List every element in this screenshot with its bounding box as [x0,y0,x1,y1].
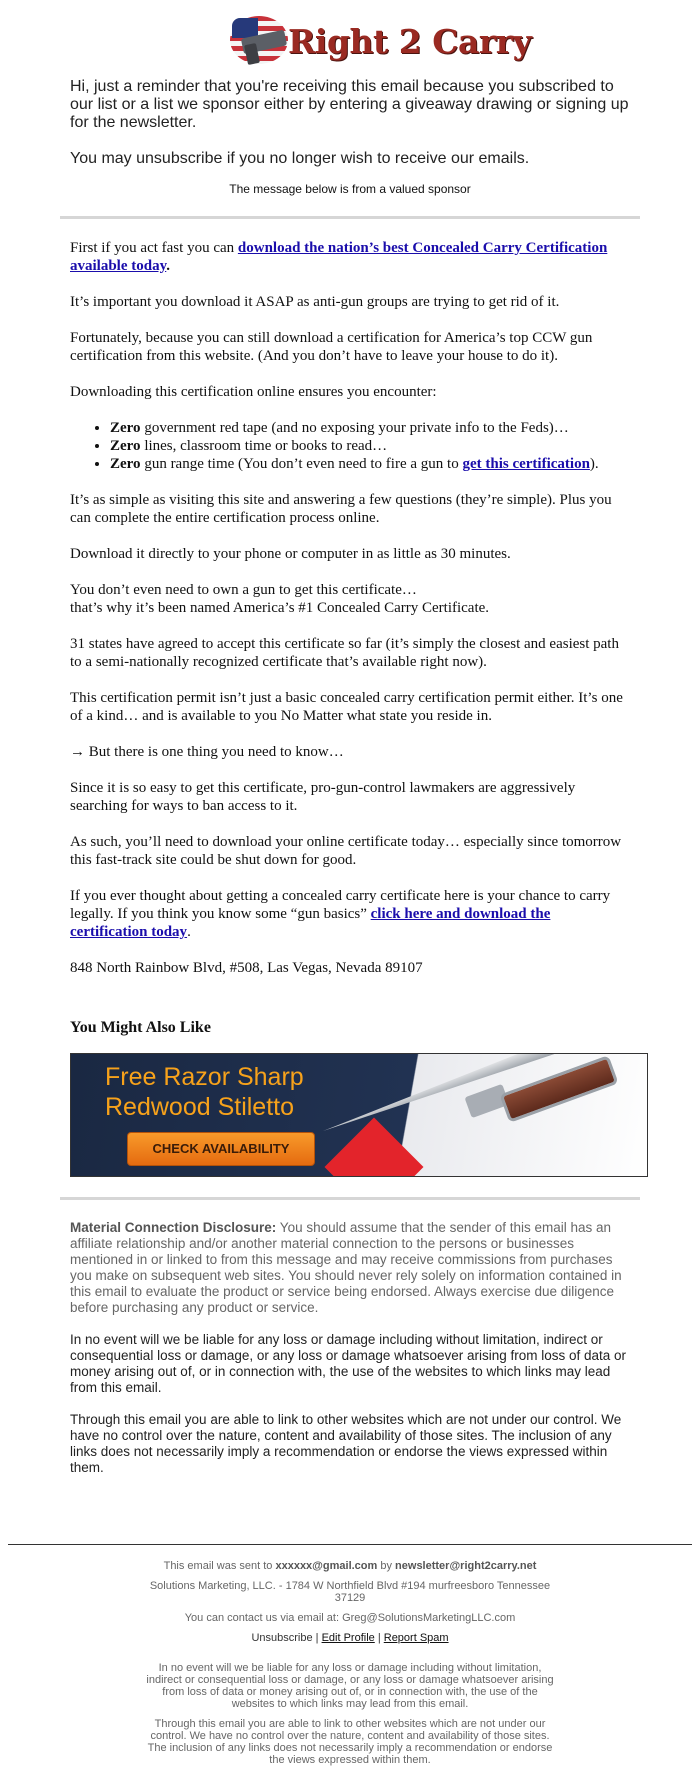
logo-title: Right 2 Carry [288,22,532,61]
text: This email was sent to [163,1560,276,1572]
get-certification-link[interactable]: get this certification [462,456,590,472]
email-footer [0,1560,700,1774]
paragraph: Fortunately, because you can still download a certification for America’s top CCW gun certification from this website. (And you don’t have to leave your house to do it). [70,330,593,364]
email-header [60,0,640,78]
stiletto-ad-banner[interactable] [70,1053,648,1177]
company-address: Solutions Marketing, LLC. - 1784 W Northfield Blvd #194 murfreesboro Tennessee 37129 [149,1580,551,1604]
recipient-email: xxxxxx@gmail.com [275,1560,378,1572]
text: If you ever thought about getting a concealed carry certificate here is your chance to carry legally. If you think you know some “gun basics” [70,888,611,922]
disclosure-label: Material Connection Disclosure: [70,1220,277,1235]
list-item [110,455,630,473]
text: gun range time (You don’t even need to fire a gun to [140,456,463,472]
legal-liability-text: In no event will we be liable for any loss or damage including without limitation, indirect or consequential loss or damage, or any loss or damage whatsoever arising from loss of data or money arising out of, or in connection with, the use of the websites to which links may lead from this email. [146,1662,554,1710]
check-availability-button[interactable]: CHECK AVAILABILITY [127,1132,315,1166]
banner-headline [105,1062,304,1122]
text: First if you act fast you can [70,240,238,256]
disclosure-section [60,1220,640,1476]
paragraph: Downloading this certification online ensures you encounter: [70,384,437,400]
divider [60,1197,640,1200]
paragraph: → But there is one thing you need to know… [70,744,344,760]
email-content [60,0,640,1476]
text: that’s why it’s been named America’s #1 Concealed Carry Certificate. [70,600,490,616]
footer-links [0,1632,700,1644]
intro-unsubscribe-notice: You may unsubscribe if you no longer wish to receive our emails. [70,150,530,167]
unsubscribe-link[interactable]: Unsubscribe [251,1632,313,1644]
intro-section [60,78,640,168]
text: lines, classroom time or books to read… [140,438,388,454]
banner-line: Free Razor Sharp [105,1063,304,1091]
sent-to-line [0,1560,700,1572]
paragraph: It’s important you download it ASAP as anti-gun groups are trying to get rid of it. [70,294,560,310]
paragraph: Download it directly to your phone or computer in as little as 30 minutes. [70,546,511,562]
paragraph: 31 states have agreed to accept this certificate so far (it’s simply the closest and easiest path to a semi-nationally recognized certificate that’s available right now). [70,636,619,670]
divider [60,216,640,219]
paragraph [70,581,630,617]
sender-email: newsletter@right2carry.net [395,1560,537,1572]
paragraph [70,239,630,275]
edit-profile-link[interactable]: Edit Profile [321,1632,375,1644]
text: . [166,258,171,274]
red-accent-shape [325,1118,424,1177]
separator: | [312,1632,322,1644]
text: by [377,1560,396,1572]
text: government red tape (and no exposing your private info to the Feds)… [140,420,569,436]
benefits-list [70,419,630,473]
paragraph [70,1220,630,1316]
bold-text: Zero [110,438,141,454]
legal-links-text: Through this email you are able to link to other websites which are not under our control. We have no control over the nature, content and availability of those sites. The inclusion of any links does not necessarily imply a recommendation or endorse the views expressed within them. [147,1718,553,1766]
text: . [187,924,191,940]
you-might-also-like-heading: You Might Also Like [70,1019,211,1036]
list-item [110,419,630,437]
right2carry-logo[interactable] [224,12,532,72]
paragraph [70,887,630,941]
banner-line: Redwood Stiletto [105,1093,295,1121]
sender-address: 848 North Rainbow Blvd, #508, Las Vegas, Nevada 89107 [70,960,423,976]
paragraph: It’s as simple as visiting this site and answering a few questions (they’re simple). Plus you can complete the entire certification process online. [70,492,612,526]
report-spam-link[interactable]: Report Spam [383,1632,449,1644]
text: You should assume that the sender of this email has an affiliate relationship and/or another material connection to the persons or businesses mentioned in or linked to from this message and may receive commissions from purchases you make on subsequent web sites. You should never rely solely on information contained in this email to evaluate the product or service being endorsed. Always exercise due diligence before purchasing any product or service. [70,1220,622,1315]
bold-text: Zero [110,420,141,436]
text: You don’t even need to own a gun to get this certificate… [70,582,417,598]
download-certification-cta-link[interactable]: click here and download the certification today [70,906,551,940]
paragraph: As such, you’ll need to download your online certificate today… especially since tomorrow this fast-track site could be shut down for good. [70,834,622,868]
sponsor-note: The message below is from a valued sponsor [229,182,471,196]
paragraph: Through this email you are able to link to other websites which are not under our control. We have no control over the nature, content and availability of those sites. The inclusion of any links does not necessarily imply a recommendation or endorse the views expressed within them. [70,1412,622,1475]
list-item [110,437,630,455]
text: ). [589,456,599,472]
paragraph: This certification permit isn’t just a basic concealed carry certification permit either. It’s one of a kind… and is available to you No Matter what state you reside in. [70,690,623,724]
separator: | [374,1632,384,1644]
sponsor-message [60,239,640,977]
paragraph: In no event will we be liable for any loss or damage including without limitation, indirect or consequential loss or damage, or any loss or damage whatsoever arising from loss of data or money arising out of, or in connection with, the use of the websites to which links may lead from this email. [70,1332,627,1395]
intro-subscription-notice: Hi, just a reminder that you're receiving this email because you subscribed to our list or a list we sponsor either by entering a giveaway drawing or signing up for the newsletter. [70,78,629,131]
footer-divider [8,1544,692,1545]
contact-line: You can contact us via email at: Greg@SolutionsMarketingLLC.com [184,1612,516,1624]
download-certification-link[interactable]: download the nation’s best Concealed Carry Certification available today [70,240,608,274]
bold-text: Zero [110,456,141,472]
paragraph: Since it is so easy to get this certificate, pro-gun-control lawmakers are aggressively searching for ways to ban access to it. [70,780,576,814]
